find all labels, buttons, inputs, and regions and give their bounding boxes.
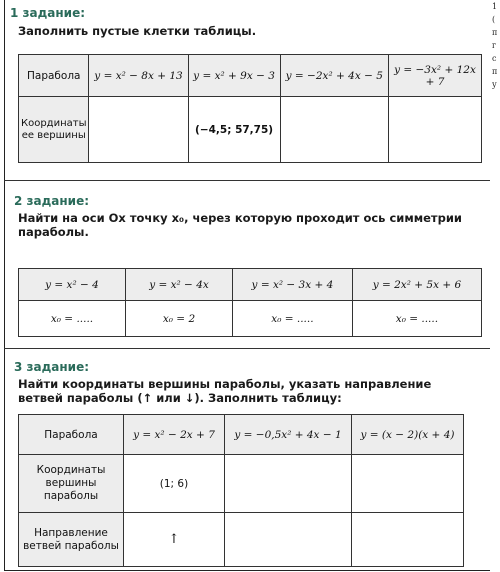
task3-vertex-cell: (1; 6)	[124, 455, 225, 513]
task3-row2-label: Направление ветвей параболы	[19, 513, 124, 567]
task1-table	[18, 54, 482, 163]
task2-x0-cell: x₀ = .....	[19, 301, 126, 337]
task2-instruction: Найти на оси Ox точку x₀, через которую проходит ось симметрии параболы.	[18, 211, 462, 239]
task3-title: 3 задание:	[14, 360, 90, 374]
side-char: у	[492, 80, 497, 89]
task2-function: y = x² − 4	[19, 269, 126, 301]
task1-function: y = x² − 8x + 13	[89, 55, 188, 97]
cropped-side-text	[490, 0, 500, 572]
side-char: п	[492, 67, 498, 76]
task1-function: y = −2x² + 4x − 5	[280, 55, 388, 97]
task2-function: y = 2x² + 5x + 6	[352, 269, 481, 301]
task3-direction-cell	[225, 513, 352, 567]
task2-title: 2 задание:	[14, 194, 90, 208]
task3-direction-cell	[352, 513, 464, 567]
task1-vertex-cell	[389, 97, 482, 163]
task3-header-label: Парабола	[19, 415, 124, 455]
task1-header-label: Парабола	[19, 55, 89, 97]
task3-instruction: Найти координаты вершины параболы, указать направление ветвей параболы (↑ или ↓). Заполнить таблицу:	[18, 377, 432, 405]
task1-vertex-cell: (−4,5; 57,75)	[188, 97, 280, 163]
task1-instruction: Заполнить пустые клетки таблицы.	[18, 24, 257, 38]
section-divider	[4, 180, 490, 181]
task2-x0-cell: x₀ = .....	[352, 301, 481, 337]
side-char: г	[492, 41, 497, 50]
task2-function: y = x² − 3x + 4	[233, 269, 353, 301]
task1-title: 1 задание:	[10, 6, 86, 20]
task3-function: y = x² − 2x + 7	[124, 415, 225, 455]
side-char: 1	[492, 2, 498, 11]
task1-vertex-cell	[89, 97, 188, 163]
task2-x0-cell: x₀ = .....	[233, 301, 353, 337]
task3-direction-cell: ↑	[124, 513, 225, 567]
side-char: с	[492, 54, 497, 63]
task3-vertex-cell	[352, 455, 464, 513]
side-char: п	[492, 28, 498, 37]
task2-x0-cell: x₀ = 2	[126, 301, 233, 337]
task3-function: y = −0,5x² + 4x − 1	[225, 415, 352, 455]
task1-vertex-cell	[280, 97, 388, 163]
task3-function: y = (x − 2)(x + 4)	[352, 415, 464, 455]
section-divider	[4, 348, 490, 349]
task1-function: y = −3x² + 12x + 7	[389, 55, 482, 97]
task3-row1-label: Координаты вершины параболы	[19, 455, 124, 513]
task1-row-label: Координаты ее вершины	[19, 97, 89, 163]
task1-function: y = x² + 9x − 3	[188, 55, 280, 97]
task3-table	[18, 414, 464, 567]
side-char: (	[492, 15, 496, 24]
task2-function: y = x² − 4x	[126, 269, 233, 301]
task3-vertex-cell	[225, 455, 352, 513]
task2-table	[18, 268, 482, 337]
